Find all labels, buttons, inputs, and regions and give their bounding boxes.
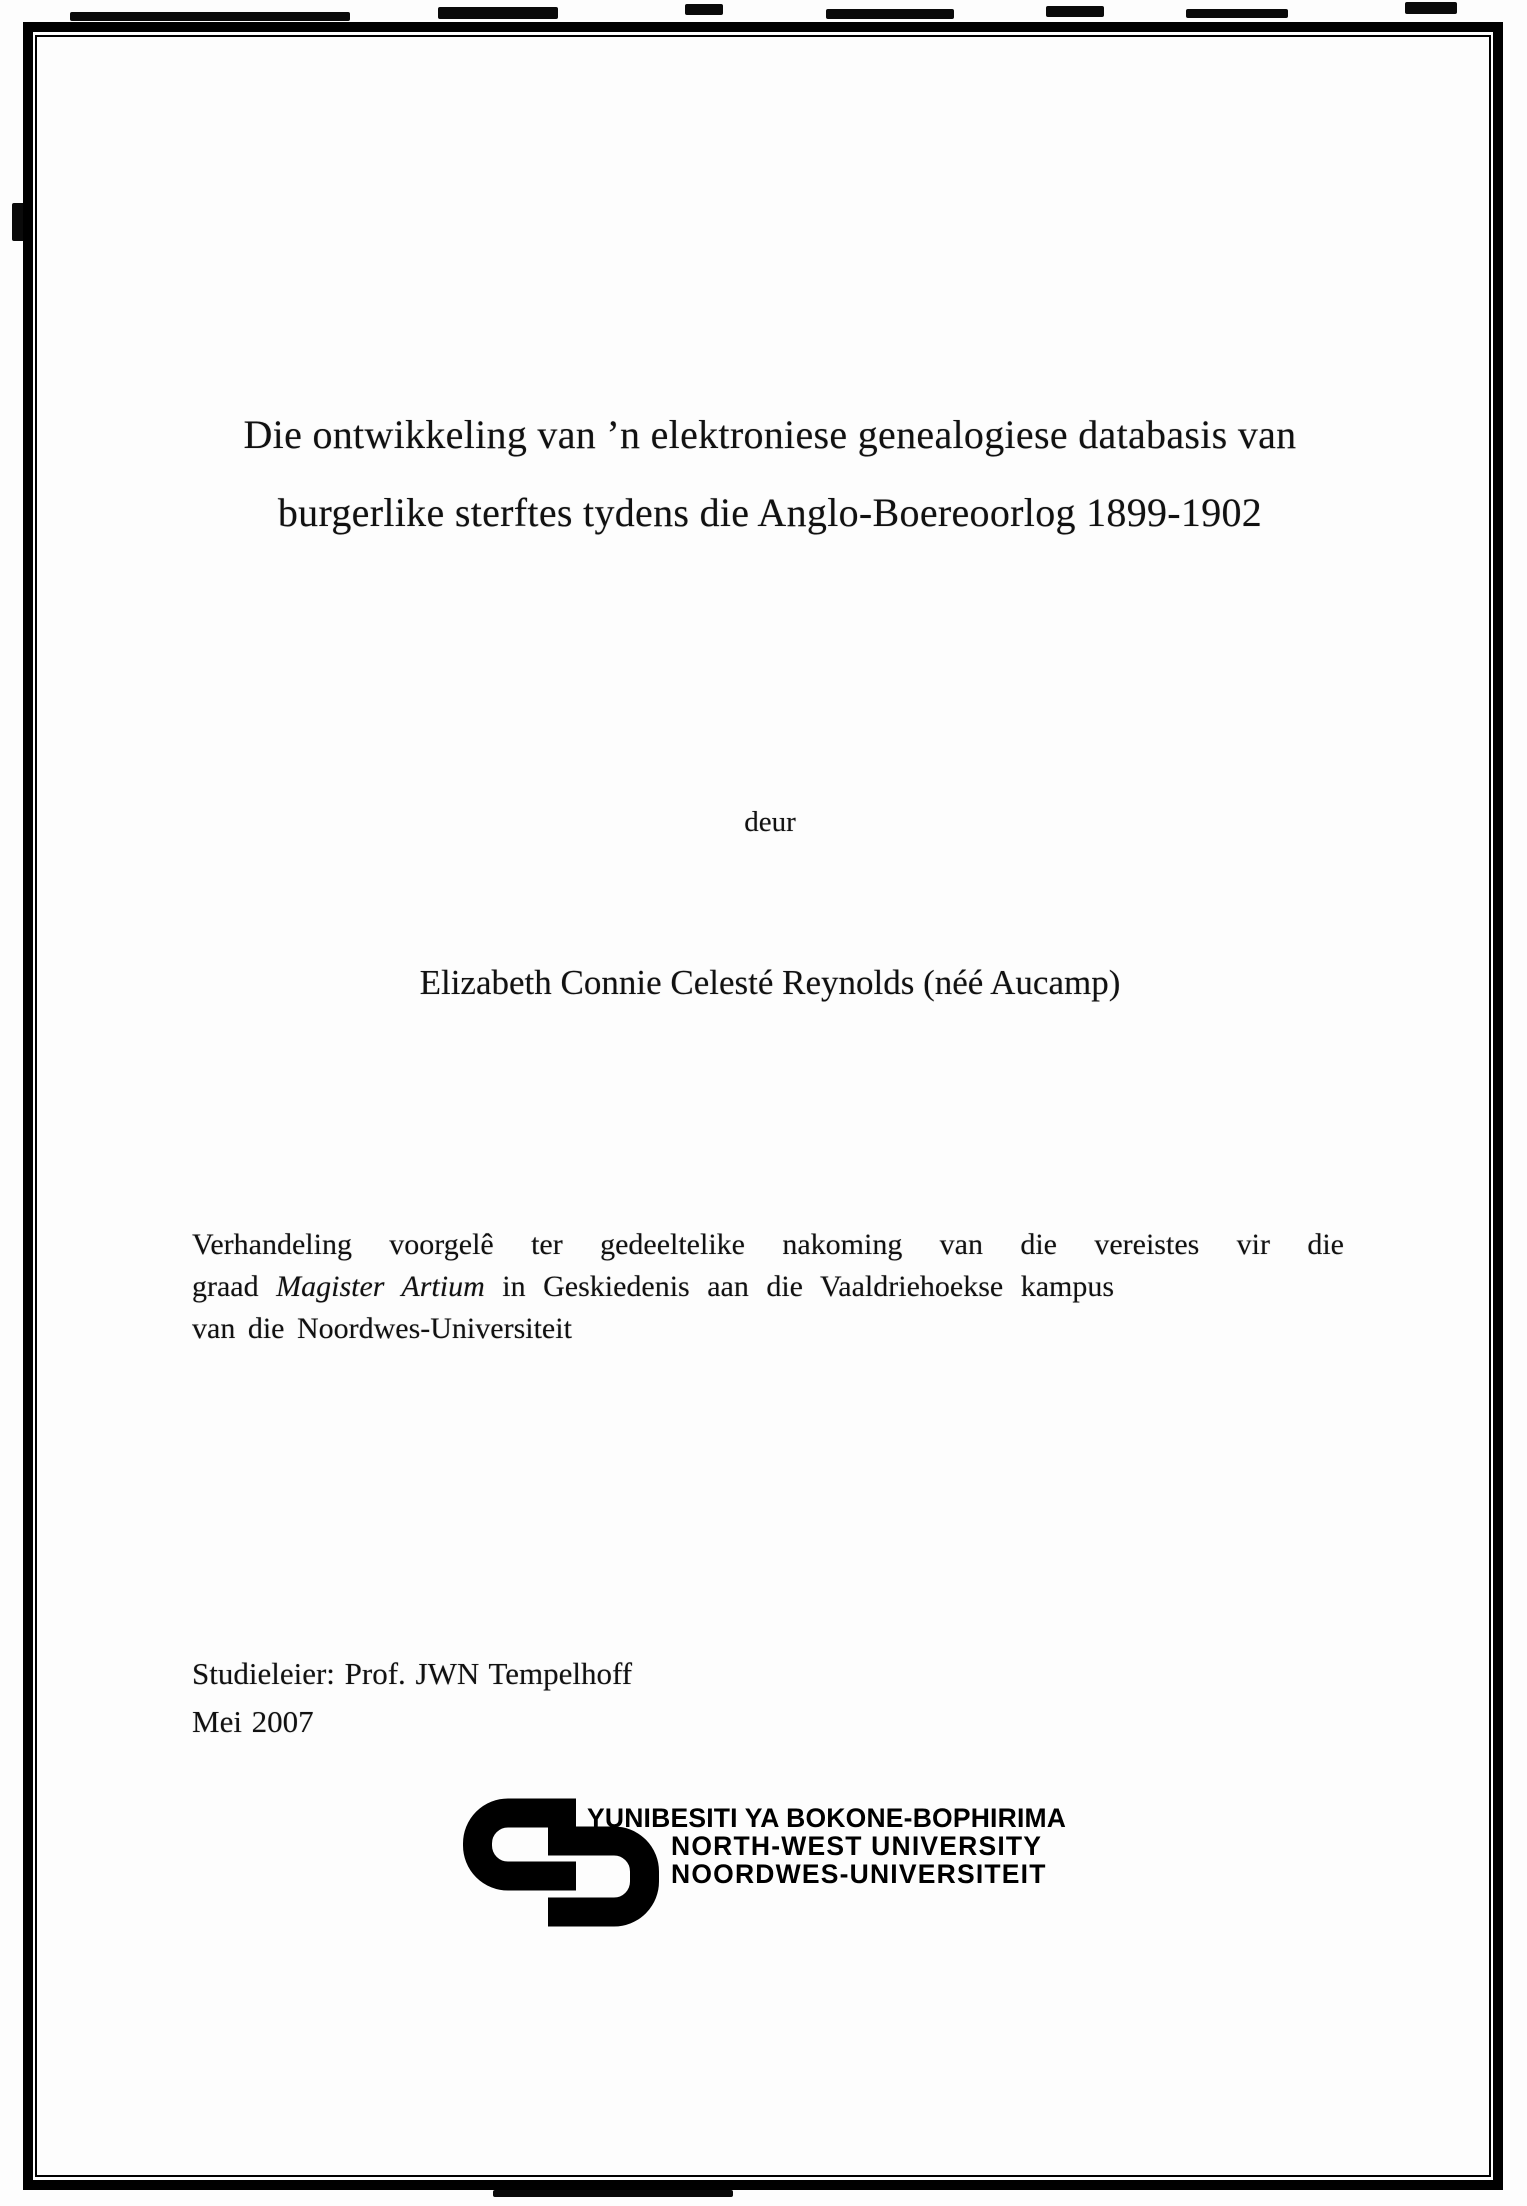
- scan-artifact: [826, 9, 954, 19]
- byline: deur: [744, 806, 796, 838]
- degree-statement-line3: van die Noordwes-Universiteit: [192, 1312, 572, 1345]
- scan-artifact: [1186, 9, 1288, 18]
- thesis-title: [30, 396, 1510, 552]
- degree-statement-line2-post: in Geskiedenis aan die Vaaldriehoekse kampus: [502, 1270, 1115, 1303]
- university-wordmark: [587, 1805, 1066, 1888]
- scan-artifact: [1405, 2, 1457, 14]
- thesis-title-line2: burgerlike sterftes tydens die Anglo-Boereoorlog 1899-1902: [277, 490, 1263, 535]
- scan-artifact: [1046, 6, 1104, 17]
- scan-artifact: [685, 4, 723, 15]
- university-name-afrikaans: NOORDWES-UNIVERSITEIT: [671, 1858, 1047, 1889]
- degree-name: Magister Artium: [276, 1270, 485, 1303]
- degree-statement-line2: [192, 1266, 1344, 1308]
- date-line: Mei 2007: [192, 1704, 314, 1739]
- university-name-setswana: YUNIBESITI YA BOKONE-BOPHIRIMA: [587, 1803, 1067, 1833]
- supervisor-block: [192, 1650, 632, 1746]
- university-name-english: NORTH-WEST UNIVERSITY: [671, 1830, 1043, 1861]
- thesis-title-line1: Die ontwikkeling van ’n elektroniese genealogiese databasis van: [243, 412, 1297, 457]
- supervisor-line: Studieleier: Prof. JWN Tempelhoff: [192, 1656, 633, 1691]
- author-name: Elizabeth Connie Celesté Reynolds (néé Aucamp): [419, 963, 1121, 1002]
- scan-artifact: [438, 7, 558, 19]
- scan-artifact: [493, 2190, 733, 2197]
- degree-statement: [192, 1224, 1344, 1350]
- scan-artifact: [70, 12, 350, 21]
- degree-statement-line1: Verhandeling voorgelê ter gedeeltelike nakoming van die vereistes vir die: [192, 1228, 1344, 1261]
- degree-statement-line2-pre: graad: [192, 1270, 259, 1303]
